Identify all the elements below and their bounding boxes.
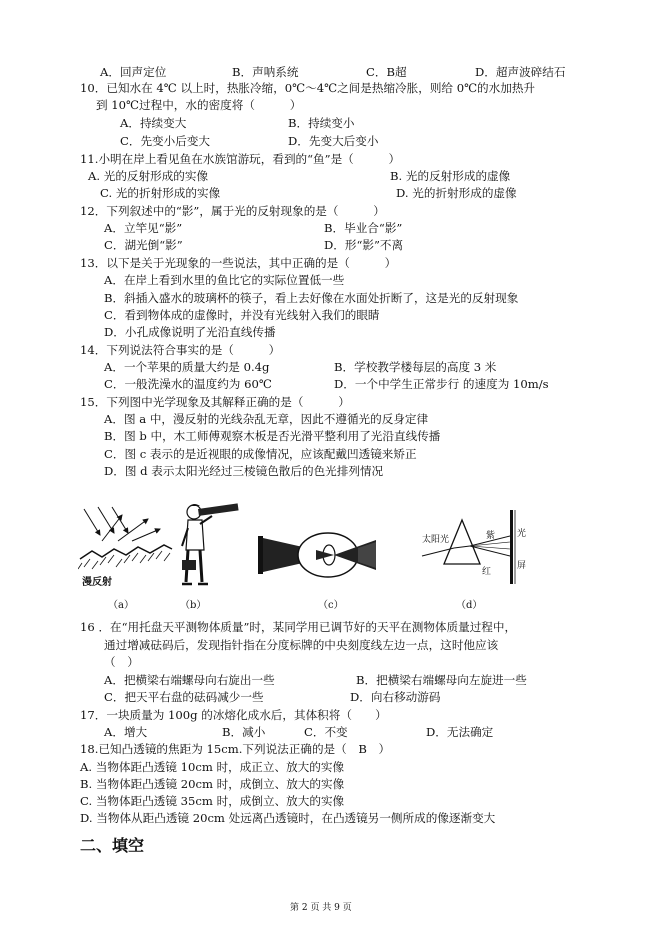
figure-b-carpenter — [178, 498, 240, 590]
q14-stem: 14．下列说法符合事实的是（ ） — [80, 343, 281, 357]
q15-option-a: A．图 a 中，漫反射的光线杂乱无章，因此不遵循光的反身定律 — [104, 412, 429, 426]
q16-stem-line1: 16 ．在“用托盘天平测物体质量”时，某同学用已调节好的天平在测物体质量过程中， — [80, 620, 517, 634]
q16-stem-line3: （ ） — [104, 655, 139, 669]
figure-d-purple-label: 紫 — [486, 531, 496, 541]
figure-d-red-label: 红 — [482, 567, 492, 577]
q13-option-b: B．斜插入盛水的玻璃杯的筷子，看上去好像在水面处折断了，这是光的反射现象 — [104, 291, 519, 305]
figure-d-screen-label1: 光 — [517, 529, 527, 539]
q18-option-d: D. 当物体从距凸透镜 20cm 处远离凸透镜时，在凸透镜另一侧所成的像逐渐变大 — [80, 811, 496, 825]
q16-option-d: D．向右移动游码 — [350, 690, 441, 704]
q18-option-c: C. 当物体距凸透镜 35cm 时，成倒立、放大的实像 — [80, 794, 345, 808]
q12-option-b: B．毕业合“影” — [324, 221, 403, 235]
figure-a-label: 漫反射 — [82, 577, 112, 588]
q9-option-a: A．回声定位 — [100, 65, 167, 79]
q16-option-a: A．把横梁右端螺母向右旋出一些 — [104, 673, 275, 687]
q14-option-b: B．学校教学楼每层的高度 3 米 — [334, 360, 497, 374]
q14-option-c: C．一般洗澡水的温度约为 60℃ — [104, 377, 272, 391]
q18-option-b: B. 当物体距凸透镜 20cm 时，成倒立、放大的实像 — [80, 777, 345, 791]
q16-option-c: C．把天平右盘的砝码减少一些 — [104, 690, 264, 704]
q13-stem: 13．以下是关于光现象的一些说法，其中正确的是（ ） — [80, 256, 397, 270]
q12-option-a: A．立竿见“影” — [104, 221, 183, 235]
q10-option-b: B．持续变小 — [288, 116, 355, 130]
q17-option-d: D．无法确定 — [426, 725, 494, 739]
q12-option-c: C．湖光倒“影” — [104, 238, 183, 252]
q12-option-d: D．形“影”不离 — [324, 238, 404, 252]
q16-stem-line2: 通过增减砝码后，发现指针指在分度标牌的中央刻度线左边一点，这时他应该 — [104, 638, 499, 652]
q18-stem: 18.已知凸透镜的焦距为 15cm.下列说法正确的是（ B ） — [80, 742, 391, 756]
q11-stem: 11.小明在岸上看见鱼在水族馆游玩，看到的“鱼”是（ ） — [80, 152, 401, 166]
q13-option-d: D．小孔成像说明了光沿直线传播 — [104, 325, 276, 339]
q10-stem-line1: 10．已知水在 4℃ 以上时，热胀冷缩，0℃～4℃之间是热缩冷胀，则给 0℃的水加热升 — [80, 81, 536, 95]
q10-option-c: C．先变小后变大 — [120, 134, 211, 148]
q9-option-d: D．超声波碎结石 — [475, 65, 566, 79]
figure-d-prism — [420, 502, 530, 592]
q10-option-a: A．持续变大 — [120, 116, 187, 130]
q14-option-a: A．一个苹果的质量大约是 0.4g — [104, 360, 270, 374]
figure-c-eye — [256, 530, 380, 580]
q10-option-d: D．先变大后变小 — [288, 134, 379, 148]
figure-a-caption: （a） — [108, 600, 134, 611]
figure-a-diffuse-reflection — [78, 505, 174, 589]
q13-option-a: A．在岸上看到水里的鱼比它的实际位置低一些 — [104, 273, 345, 287]
q15-stem: 15．下列图中光学现象及其解释正确的是（ ） — [80, 395, 350, 409]
q12-stem: 12．下列叙述中的“影”，属于光的反射现象的是（ ） — [80, 204, 385, 218]
q13-option-c: C．看到物体成的虚像时，并没有光线射入我们的眼睛 — [104, 308, 380, 322]
q11-option-d: D. 光的折射形成的虚像 — [396, 186, 517, 200]
figure-d-sun-label: 太阳光 — [422, 535, 450, 545]
figure-d-caption: （d） — [456, 600, 483, 611]
figure-c-caption: （c） — [318, 600, 344, 611]
q14-option-d: D．一个中学生正常步行 的速度为 10m/s — [334, 377, 549, 391]
q15-option-c: C．图 c 表示的是近视眼的成像情况，应该配戴凹透镜来矫正 — [104, 447, 417, 461]
q17-option-a: A．增大 — [104, 725, 148, 739]
q15-option-d: D．图 d 表示太阳光经过三棱镜色散后的色光排列情况 — [104, 464, 384, 478]
q15-option-b: B．图 b 中，木工师傅观察木板是否光滑平整利用了光沿直线传播 — [104, 429, 441, 443]
q17-stem: 17．一块质量为 100g 的冰熔化成水后，其体积将（ ） — [80, 708, 387, 722]
figure-b-caption: （b） — [180, 600, 207, 611]
q17-option-c: C．不变 — [304, 725, 348, 739]
q16-option-b: B．把横梁右端螺母向左旋进一些 — [356, 673, 527, 687]
q11-option-c: C. 光的折射形成的实像 — [100, 186, 221, 200]
q11-option-a: A. 光的反射形成的实像 — [88, 169, 209, 183]
q10-stem-line2: 到 10℃过程中，水的密度将（ ） — [96, 98, 302, 112]
q9-option-b: B．声呐系统 — [232, 65, 299, 79]
q18-option-a: A. 当物体距凸透镜 10cm 时，成正立、放大的实像 — [80, 760, 345, 774]
q11-option-b: B. 光的反射形成的虚像 — [390, 169, 511, 183]
q17-option-b: B．减小 — [222, 725, 266, 739]
q9-option-c: C．B超 — [366, 65, 407, 79]
figure-d-screen-label2: 屏 — [517, 561, 527, 571]
section-heading-fill-in: 二、填空 — [80, 836, 145, 855]
page-footer: 第 2 页 共 9 页 — [290, 903, 352, 913]
